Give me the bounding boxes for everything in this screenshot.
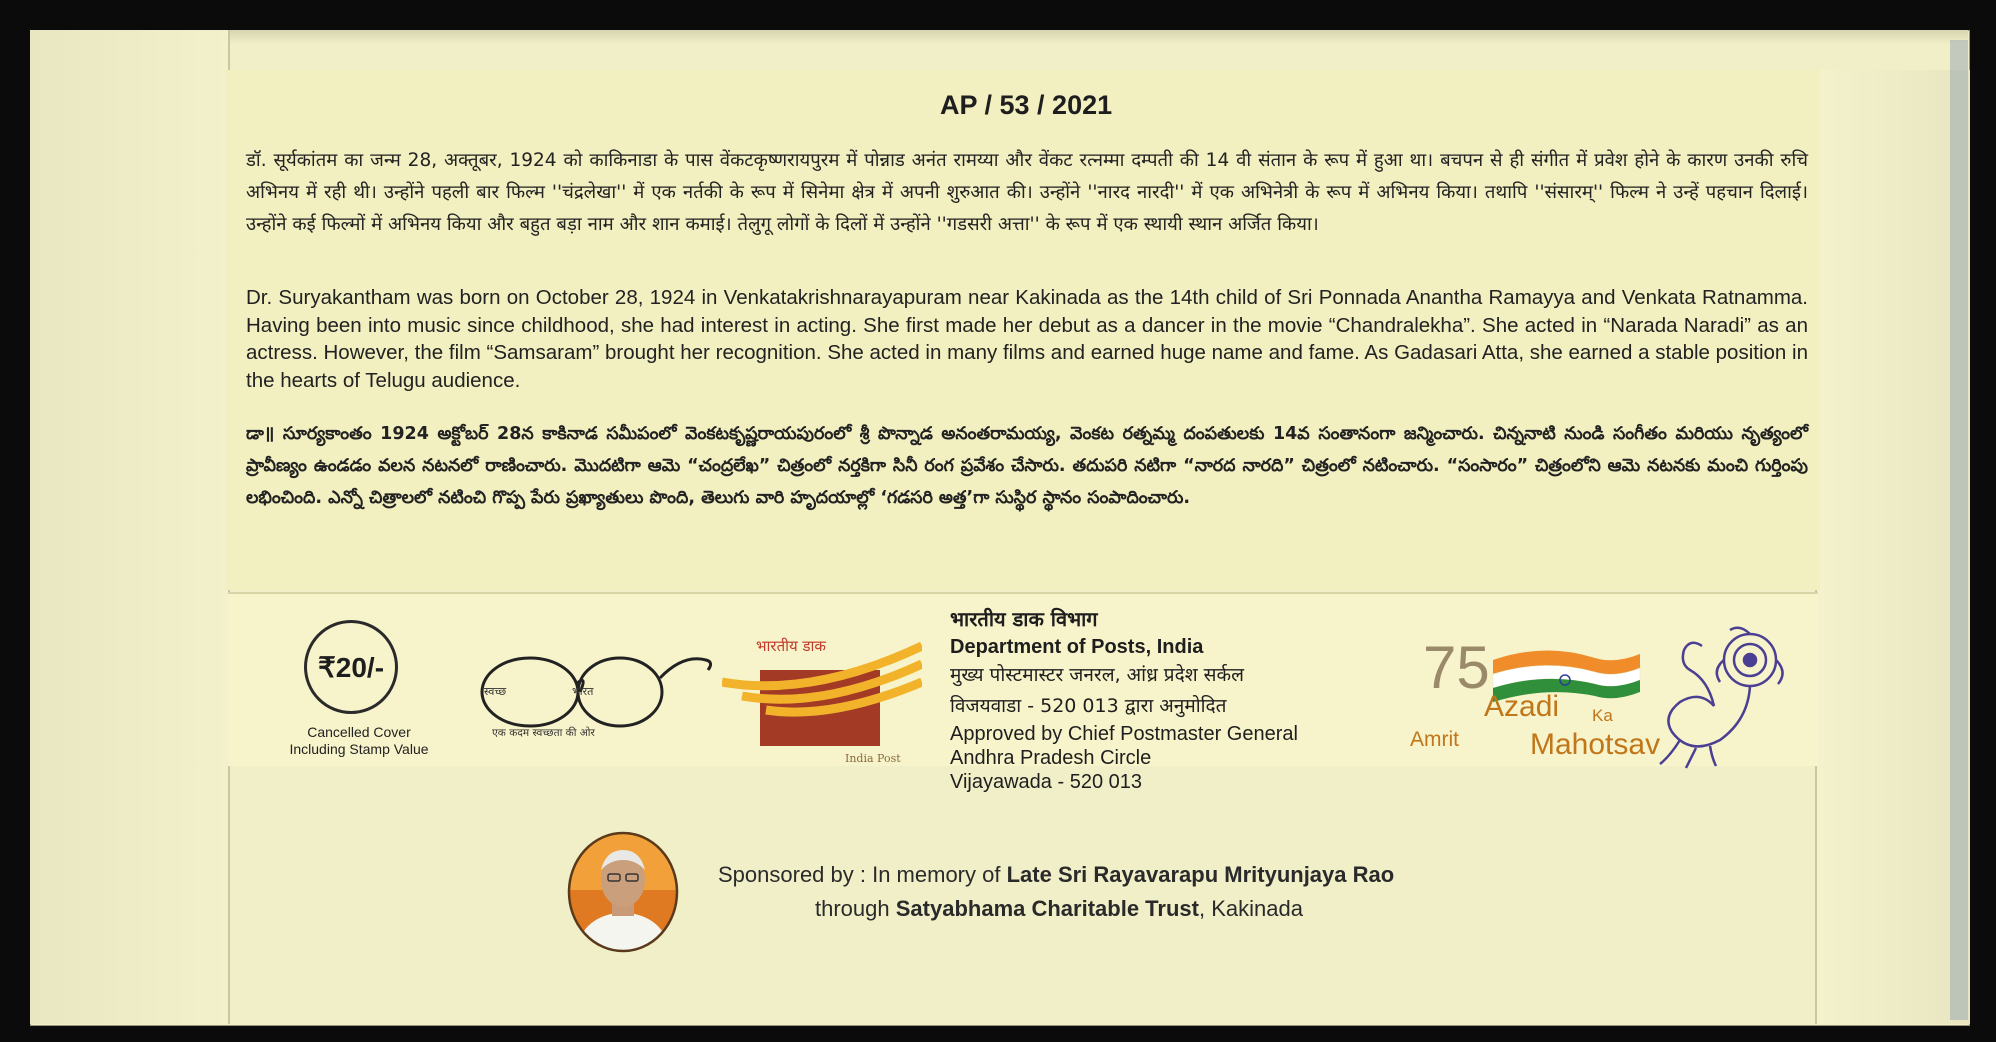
- stamp-note-line2: Including Stamp Value: [289, 741, 429, 757]
- stamp-note-line1: Cancelled Cover: [307, 724, 411, 740]
- department-approval-line1: Approved by Chief Postmaster General: [950, 723, 1298, 745]
- amrit-word: Amrit: [1410, 728, 1459, 751]
- sponsor-prefix: Sponsored by : In memory of: [718, 862, 1001, 887]
- sponsor-trust: Satyabhama Charitable Trust: [895, 896, 1199, 921]
- telugu-biography: డా॥ సూర్యకాంతం 1924 అక్టోబర్ 28న కాకినాడ సమీపంలో వెంకటకృష్ణరాయపురంలో శ్రీ పొన్నాడ అనంతరామయ్య, వెంకట రత్నమ్మ దంపతులకు 14వ సంతానంగా జన్మించారు. చిన్ననాటి నుండి సంగీతం మరియు నృత్యంలో ప్రావీణ్యం ఉండడం వలన నటనలో రాణించారు. మొదటిగా ఆమె “చంద్రలేఖ” చిత్రంలో నర్తకిగా సినీ రంగ ప్రవేశం చేసారు. తదుపరి నటిగా “నారద నారది” చిత్రంలో నటించారు. “సంసారం” చిత్రంలోని ఆమె నటనకు మంచి గుర్తింపు లభించింది. ఎన్నో చిత్రాలలో నటించి గొప్ప పేరు ప్రఖ్యాతులు పొంది, తెలుగు వారి హృదయాల్లో ‘గడసరి అత్త’గా సుస్థిర స్థానం సంపాదించారు.: [246, 424, 1808, 508]
- swachh-word: स्वच्छ: [484, 685, 507, 698]
- envelope-left-flap: [30, 30, 230, 1024]
- stamp-note: [272, 724, 446, 758]
- stamp-value-circle: [304, 620, 398, 714]
- stamp-value: ₹20/-: [317, 651, 385, 683]
- azadi-ka-word: Ka: [1592, 706, 1613, 725]
- india-post-english: India Post: [845, 752, 901, 765]
- azadi-word: Azadi: [1484, 690, 1560, 723]
- department-block: [950, 604, 1298, 794]
- sponsor-block: [700, 858, 1460, 926]
- department-approval-line3: Vijayawada - 520 013: [950, 771, 1142, 793]
- sponsor-line1: [718, 858, 1460, 892]
- peacock-emblem-icon: [1650, 620, 1788, 770]
- hindi-biography: डॉ. सूर्यकांतम का जन्म 28, अक्तूबर, 1924 को काकिनाडा के पास वेंकटकृष्णरायपुरम में पोन्नाड अनंत रामय्या और वेंकट रत्नम्मा दम्पती की 14 वी संतान के रूप में हुआ था। बचपन से ही संगीत में प्रवेश होने के कारण उनकी रुचि अभिनय में रही थी। उन्होंने पहली बार फिल्म ''चंद्रलेखा'' में एक नर्तकी के रूप में सिनेमा क्षेत्र में अपनी शुरुआत की। उन्होंने ''नारद नारदी'' में एक अभिनेत्री के रूप में अभिनय किया। तथापि ''संसारम्'' फिल्म ने उन्हें पहचान दिलाई। उन्होंने कई फिल्मों में अभिनय किया और बहुत बड़ा नाम और शान कमाई। तेलुगू लोगों के दिलों में उन्होंने ''गडसरी अत्ता'' के रूप में एक स्थायी स्थान अर्जित किया।: [246, 150, 1808, 235]
- sponsor-place: , Kakinada: [1198, 896, 1303, 921]
- envelope-right-edge: [1950, 40, 1968, 1020]
- envelope-top-edge: [30, 30, 1968, 44]
- india-post-hindi: भारतीय डाक: [756, 637, 826, 655]
- sponsor-line2: [815, 892, 1460, 926]
- azadi-number: 75: [1423, 634, 1490, 701]
- department-hindi-name: भारतीय डाक विभाग: [950, 607, 1098, 631]
- reference-number: AP / 53 / 2021: [940, 90, 1113, 120]
- mahotsav-word: Mahotsav: [1530, 728, 1661, 761]
- envelope-right-flap: [1815, 70, 1970, 1024]
- india-post-logo-icon: [722, 640, 922, 758]
- department-hindi-line2: मुख्य पोस्टमास्टर जनरल, आंध्र प्रदेश सर्कल: [950, 664, 1244, 686]
- department-approval-line2: Andhra Pradesh Circle: [950, 747, 1152, 769]
- sponsor-name: Late Sri Rayavarapu Mrityunjaya Rao: [1006, 862, 1395, 887]
- english-biography: Dr. Suryakantham was born on October 28, 1924 in Venkatakrishnarayapuram near Kakinada as the 14th child of Sri Ponnada Anantha Ramayya and Venkata Ratnamma. Having been into music since childhood, she had interest in acting. She first made her debut as a dancer in the movie “Chandralekha”. She acted in “Narada Naradi” as an actress. However, the film “Samsaram” brought her recognition. She acted in many films and earned huge name and fame. As Gadasari Atta, she earned a stable position in the hearts of Telugu audience.: [246, 286, 1808, 392]
- sponsor-portrait-avatar: [566, 830, 680, 954]
- department-hindi-line3: विजयवाडा - 520 013 द्वारा अनुमोदित: [950, 695, 1227, 717]
- sponsor-through: through: [815, 896, 890, 921]
- bharat-word: भारत: [572, 685, 594, 698]
- swachh-tagline: एक कदम स्वच्छता की ओर: [492, 727, 595, 739]
- swachh-bharat-glasses-icon: [478, 640, 718, 730]
- department-english-name: Department of Posts, India: [950, 636, 1204, 658]
